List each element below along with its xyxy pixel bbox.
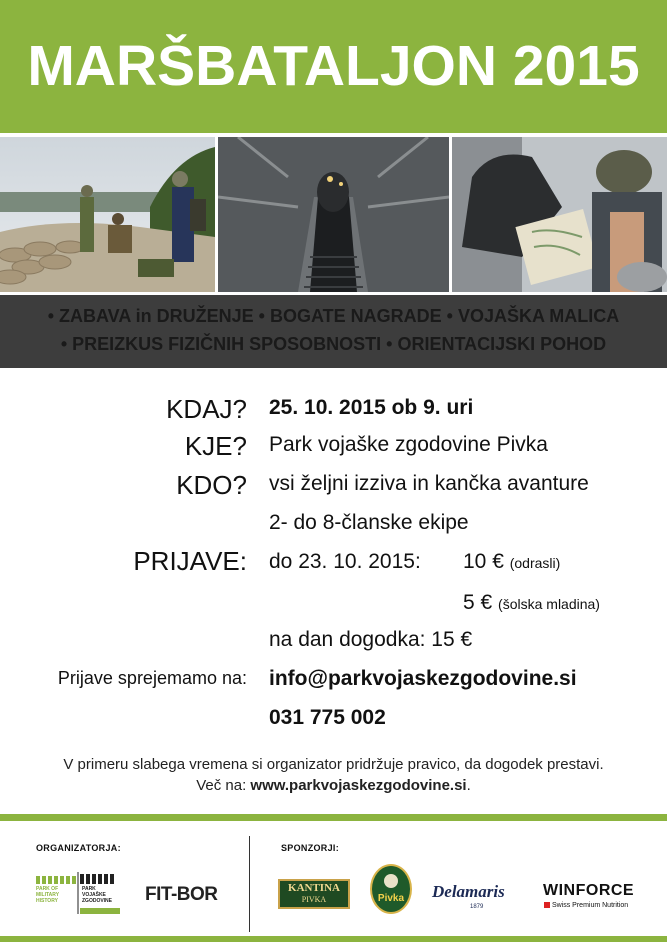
park-logo-line: MILITARY — [36, 892, 60, 898]
contact-phone[interactable]: 031 775 002 — [269, 706, 386, 729]
park-logo-line: PIVKA — [82, 904, 98, 910]
winforce-tagline — [544, 902, 628, 909]
pivka-logo — [370, 864, 412, 914]
who-value-2: 2- do 8-članske ekipe — [269, 511, 469, 534]
park-logo-line: HISTORY — [36, 898, 58, 904]
more-info — [0, 777, 667, 794]
price-youth — [463, 591, 600, 615]
winforce-sub: Swiss Premium Nutrition — [551, 902, 629, 909]
more-info-prefix: Več na: — [196, 777, 251, 794]
footer-bottom-rule — [0, 936, 667, 942]
activities-line-1: • ZABAVA in DRUŽENJE • BOGATE NAGRADE • VOJAŠKA MALICA — [47, 306, 620, 326]
where-label: KJE? — [184, 431, 247, 461]
when-label: KDAJ? — [166, 394, 247, 424]
pivka-text: Pivka — [377, 893, 405, 904]
park-logo-line: VOJAŠKE — [82, 892, 106, 898]
weather-notice: V primeru slabega vremena si organizator pridržuje pravico, da dogodek prestavi. — [63, 756, 604, 773]
park-logo-sl — [82, 886, 112, 910]
price-adult — [463, 550, 560, 574]
contact-email[interactable]: info@parkvojaskezgodovine.si — [269, 667, 577, 690]
photo-tunnel — [218, 137, 449, 292]
fitbor-logo: FIT-BOR — [145, 884, 218, 905]
event-title: MARŠBATALJON 2015 — [27, 34, 640, 98]
kantina-name: KANTINA — [288, 882, 340, 894]
who-label: KDO? — [176, 470, 247, 500]
swiss-flag-icon — [544, 902, 550, 908]
delamaris-year: 1879 — [470, 904, 484, 910]
contact-label: Prijave sprejemamo na: — [57, 668, 247, 688]
sponsors-label: SPONZORJI: — [281, 843, 340, 853]
park-logo-line: PARK OF — [36, 886, 59, 892]
apply-deadline: do 23. 10. 2015: — [269, 550, 421, 573]
when-value: 25. 10. 2015 ob 9. uri — [269, 396, 474, 419]
winforce-logo: WINFORCE — [543, 882, 635, 899]
where-value: Park vojaške zgodovine Pivka — [269, 433, 548, 456]
more-info-url[interactable]: www.parkvojaskezgodovine.si — [250, 777, 467, 794]
price-on-day: na dan dogodka: 15 € — [269, 628, 473, 651]
kantina-logo — [278, 879, 350, 909]
park-logo-line: PARK — [82, 886, 96, 892]
organizers-label: ORGANIZATORJA: — [36, 843, 121, 853]
footer-divider — [249, 836, 250, 932]
price-adult-value: 10 € — [463, 550, 504, 573]
photo-map-reading — [452, 137, 667, 292]
footer-top-rule — [0, 814, 667, 821]
more-info-suffix: . — [466, 777, 471, 794]
park-logo-en — [36, 886, 59, 904]
activities-line-2: • PREIZKUS FIZIČNIH SPOSOBNOSTI • ORIENTACIJSKI POHOD — [60, 334, 607, 354]
chicken-icon — [384, 874, 398, 888]
price-adult-note: (odrasli) — [509, 555, 561, 571]
who-value-1: vsi željni izziva in kančka avanture — [269, 472, 589, 495]
price-youth-note: (šolska mladina) — [498, 596, 600, 612]
photo-trench-soldiers — [0, 137, 215, 292]
park-logo-line: ZGODOVINE — [82, 898, 113, 904]
apply-label: PRIJAVE: — [133, 546, 247, 576]
delamaris-logo: Delamaris — [432, 882, 505, 901]
price-youth-value: 5 € — [463, 591, 493, 614]
kantina-sub: PIVKA — [301, 895, 327, 904]
